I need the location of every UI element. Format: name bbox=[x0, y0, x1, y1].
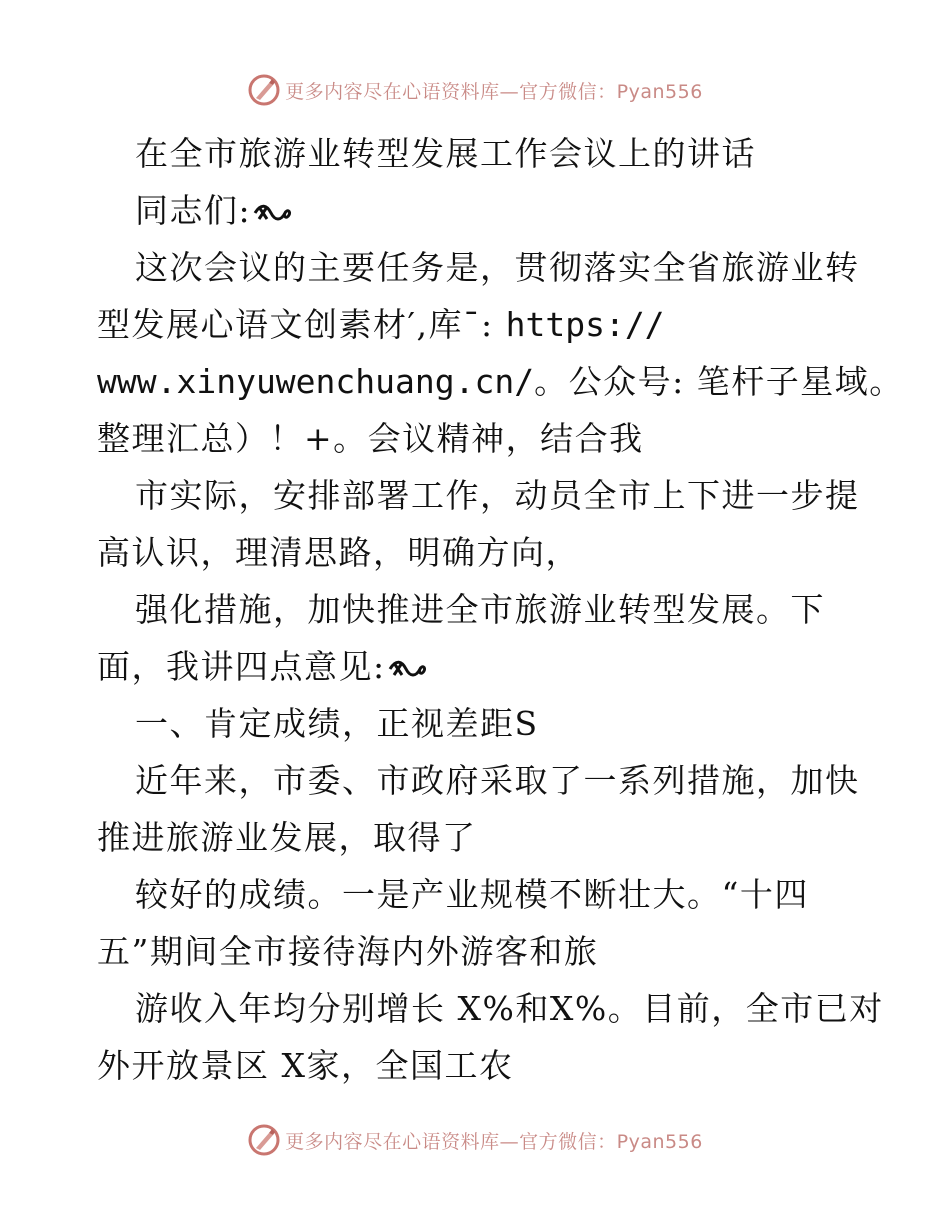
source-url: www.xinyuwenchuang.cn/ bbox=[97, 362, 535, 401]
document-title: 在全市旅游业转型发展工作会议上的讲话 bbox=[135, 134, 756, 173]
paragraph-line-8 bbox=[97, 639, 428, 695]
banner-wechat-id: Pyan556 bbox=[616, 1130, 703, 1153]
fleuron-ornament-icon bbox=[253, 201, 293, 225]
pen-logo-icon bbox=[247, 73, 281, 107]
paragraph-line-8-text: 面，我讲四点意见: bbox=[97, 647, 386, 686]
paragraph-line-5: 市实际，安排部署工作，动员全市上下进一步提 bbox=[135, 476, 860, 515]
banner-text bbox=[285, 1127, 703, 1154]
paragraph-line-1: 这次会议的主要任务是，贯彻落实全省旅游业转 bbox=[135, 248, 860, 287]
header-watermark-banner bbox=[0, 70, 950, 110]
url-prefix: https:// bbox=[505, 305, 665, 344]
footer-watermark-banner bbox=[0, 1120, 950, 1160]
paragraph-line-3 bbox=[97, 354, 904, 410]
paragraph-line-11: 较好的成绩。一是产业规模不断壮大。“十四 bbox=[135, 875, 809, 914]
paragraph-line-14 bbox=[97, 1038, 514, 1094]
greeting-text: 同志们: bbox=[135, 191, 252, 230]
paragraph-line-14-text: 外开放景区 bbox=[97, 1046, 270, 1085]
greeting-line bbox=[135, 183, 293, 239]
section-heading-1: 一、肯定成绩，正视差距S bbox=[135, 704, 539, 743]
paragraph-line-2 bbox=[97, 297, 665, 353]
pen-logo-icon bbox=[247, 1123, 281, 1157]
banner-wechat-id: Pyan556 bbox=[616, 80, 703, 103]
paragraph-line-13-text: 游收入年均分别增长 bbox=[135, 989, 446, 1028]
banner-text bbox=[285, 77, 703, 104]
paragraph-line-13-stats: X%和X%。目前，全市已对 bbox=[457, 989, 884, 1028]
paragraph-line-9: 近年来，市委、市政府采取了一系列措施，加快 bbox=[135, 761, 860, 800]
paragraph-line-3-text: 。公众号: 笔杆子星域。 bbox=[534, 362, 904, 401]
paragraph-line-4: 整理汇总）！+。会议精神，结合我 bbox=[97, 419, 644, 458]
paragraph-line-14-tail: X家，全国工农 bbox=[281, 1046, 514, 1085]
paragraph-line-6: 高认识，理清思路，明确方向， bbox=[97, 533, 580, 572]
paragraph-line-10: 推进旅游业发展，取得了 bbox=[97, 818, 477, 857]
paragraph-line-2-text: 型发展心语文创素材′,库¯: bbox=[97, 305, 494, 344]
banner-slogan: 更多内容尽在心语资料库—官方微信： bbox=[285, 80, 617, 103]
banner-slogan: 更多内容尽在心语资料库—官方微信： bbox=[285, 1130, 617, 1153]
fleuron-ornament-icon bbox=[388, 657, 428, 681]
paragraph-line-13 bbox=[135, 981, 884, 1037]
paragraph-line-12: 五”期间全市接待海内外游客和旅 bbox=[97, 932, 599, 971]
paragraph-line-7: 强化措施，加快推进全市旅游业转型发展。下 bbox=[135, 590, 825, 629]
